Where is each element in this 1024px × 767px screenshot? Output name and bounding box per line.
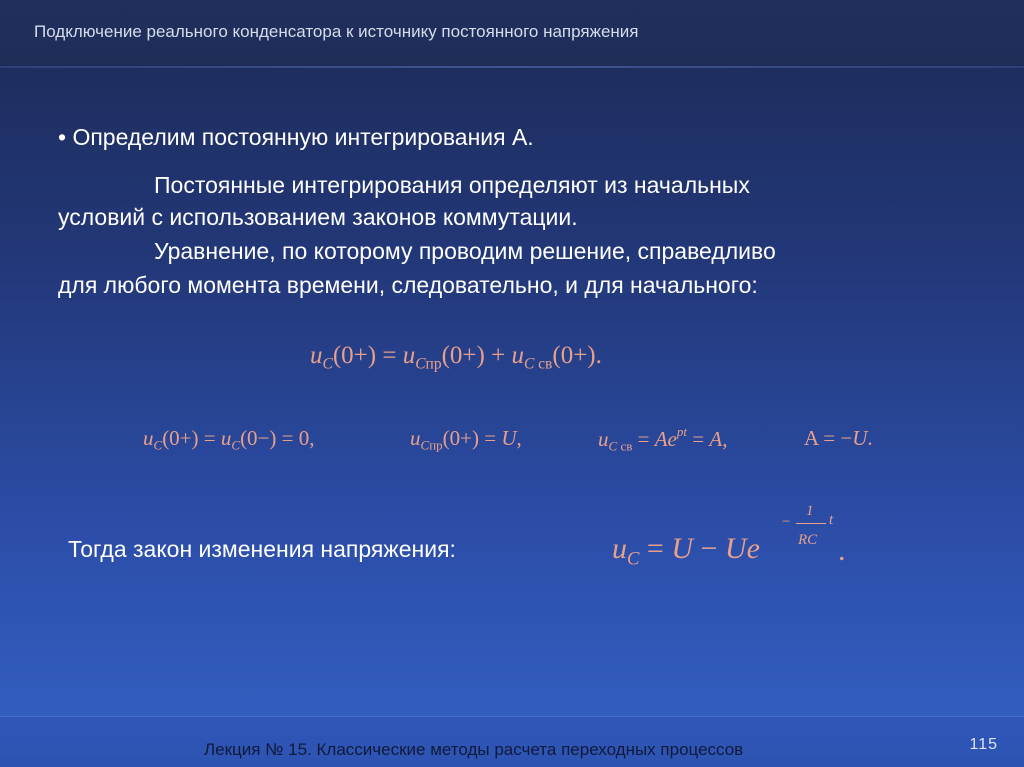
paragraph1-line1: Постоянные интегрирования определяют из начальных bbox=[154, 172, 750, 198]
paragraph1-line2: условий с использованием законов коммутации. bbox=[58, 204, 578, 230]
header-divider bbox=[0, 66, 1024, 68]
slide-title: Подключение реального конденсатора к источнику постоянного напряжения bbox=[34, 22, 639, 41]
equation-commutation-law: $u_C(0+) = u_C(0-) = 0$, bbox=[143, 426, 315, 453]
equation-forced-component: $u_{Cпр}(0+) = U$, bbox=[410, 426, 522, 453]
paragraph2-line1: Уравнение, по которому проводим решение, справедливо bbox=[154, 238, 776, 264]
exponent-numerator: 1 bbox=[806, 503, 814, 519]
lecture-title: Лекция № 15. Классические методы расчета переходных процессов bbox=[204, 740, 744, 759]
exponent-fraction-line bbox=[796, 523, 826, 524]
equation-constant-a: A = −U. bbox=[804, 426, 873, 450]
conclusion-text: Тогда закон изменения напряжения: bbox=[68, 536, 456, 562]
equation-voltage-law: $u_C = U - Ue$ bbox=[612, 532, 760, 570]
equation-free-component: $u_{C св} = Ae^{pt} = A$, bbox=[598, 424, 728, 454]
bullet-line: • Определим постоянную интегрирования А. bbox=[58, 124, 534, 150]
exponent-minus: − bbox=[781, 514, 792, 530]
page-number: 115 bbox=[969, 736, 998, 753]
exponent-time: t bbox=[829, 512, 834, 528]
exponent-denominator: RC bbox=[798, 532, 818, 548]
equation-initial-condition: $u_C(0+) = u_{Cпр}(0+) + u_{C св}(0+)$. bbox=[310, 342, 602, 373]
paragraph2-line2: для любого момента времени, следовательно, и для начального: bbox=[58, 272, 758, 298]
final-period: . bbox=[838, 534, 846, 567]
